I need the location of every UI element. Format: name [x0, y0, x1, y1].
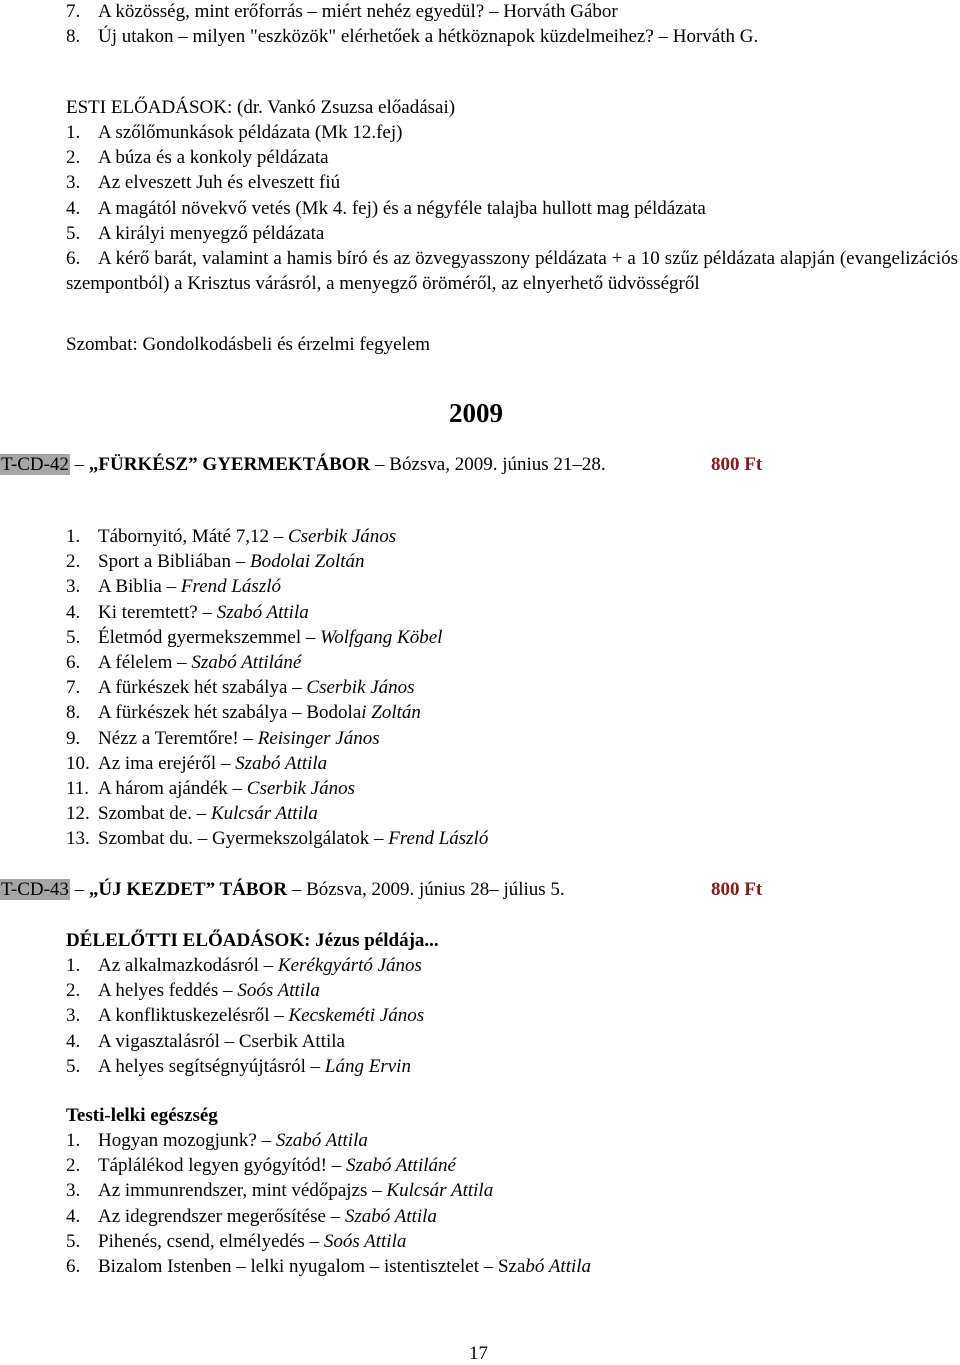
item-author: Cserbik János	[287, 526, 397, 547]
item-text: Az immunrendszer, mint védőpajzs –	[98, 1180, 387, 1202]
item-text: Tábornyitó, Máté 7,12 –	[98, 526, 288, 547]
item-text: A helyes feddés –	[98, 980, 238, 1002]
item-number: 5.	[66, 626, 81, 648]
list-item	[66, 1180, 493, 1202]
item-text: A közösség, mint erőforrás – miért nehéz egyedül? – Horváth Gábor	[98, 1, 618, 22]
item-text: Sport a Bibliában –	[98, 551, 250, 573]
list-item	[66, 1, 618, 23]
list-item	[66, 652, 301, 674]
list-item	[66, 602, 309, 624]
item-author: Soós Attila	[237, 980, 320, 1002]
camp-title: „FÜRKÉSZ” GYERMEKTÁBOR	[88, 454, 371, 475]
item-number: 3.	[66, 1005, 81, 1027]
item-author: Szabó Attiláné	[346, 1155, 456, 1177]
catalog-code: T-CD-43	[1, 879, 69, 900]
list-item	[66, 677, 415, 699]
catalog-entry-cd43	[0, 879, 565, 901]
item-number: 3.	[66, 1180, 81, 1202]
list-item	[66, 172, 340, 194]
section-heading-delelotti: DÉLELŐTTI ELŐADÁSOK: Jézus példája...	[66, 930, 439, 951]
list-item	[66, 627, 442, 649]
list-item	[66, 803, 318, 825]
item-text: A kérő barát, valamint a hamis bíró és az özvegyasszony példázata + a 10 szűz példázata alapján (evangelizációs szempontból) a Krisztus várásról, a menyegző öröméről, az elnyerhető üdvösségről	[66, 248, 958, 294]
item-number: 3.	[66, 172, 81, 193]
item-number: 4.	[66, 1205, 81, 1227]
list-item	[66, 778, 355, 800]
item-text: Életmód gyermekszemmel –	[98, 626, 321, 648]
list-item	[66, 1031, 345, 1053]
list-item	[66, 223, 324, 245]
item-author: Cserbik János	[306, 677, 415, 699]
list-item	[66, 526, 396, 548]
item-number: 4.	[66, 1030, 81, 1052]
item-text: A konfliktuskezelésről –	[98, 1005, 289, 1027]
item-author: Frend László	[388, 828, 489, 850]
item-author: Bodolai Zoltán	[249, 551, 365, 573]
item-text: A búza és a konkoly példázata	[98, 147, 329, 168]
item-number: 11.	[66, 778, 90, 799]
item-author: Wolfgang Köbel	[320, 626, 443, 648]
item-number: 1.	[66, 1130, 81, 1151]
item-number: 9.	[66, 727, 81, 749]
item-number: 4.	[66, 601, 81, 623]
price	[711, 454, 762, 476]
item-author: Szabó Attila	[275, 1130, 368, 1151]
saturday-note: Szombat: Gondolkodásbeli és érzelmi fegyelem	[66, 334, 431, 355]
camp-place-date: – Bózsva, 2009. június 28– július 5.	[287, 879, 565, 900]
section-heading-testi: Testi-lelki egészség	[66, 1105, 218, 1126]
catalog-code: T-CD-42	[1, 454, 69, 475]
list-item	[66, 702, 421, 724]
list-item	[66, 576, 281, 598]
item-author: Kulcsár Attila	[210, 803, 318, 825]
item-author: Kecskeméti János	[288, 1005, 425, 1027]
list-item	[66, 1130, 368, 1152]
item-text: Pihenés, csend, elmélyedés –	[98, 1230, 324, 1252]
item-text: Ki teremtett? –	[98, 601, 217, 623]
item-author: Szabó Attila	[235, 752, 328, 774]
list-item	[66, 753, 327, 775]
separator: –	[69, 454, 89, 475]
year-heading: 2009	[449, 398, 503, 428]
item-text: A fürkészek hét szabálya – Bodola	[98, 702, 362, 724]
item-number: 6.	[66, 248, 81, 269]
item-author: Cserbik János	[246, 778, 355, 799]
item-text: A magától növekvő vetés (Mk 4. fej) és a négyféle talajba hullott mag példázata	[98, 198, 706, 219]
item-number: 1.	[66, 526, 81, 547]
item-number: 13.	[66, 828, 90, 850]
item-author: Kerékgyártó János	[277, 955, 422, 976]
price-value: 800 Ft	[711, 879, 763, 900]
list-item	[66, 728, 380, 750]
item-author: i Zoltán	[361, 702, 421, 724]
item-number: 3.	[66, 576, 81, 598]
item-author: Frend László	[180, 576, 281, 598]
item-text: Új utakon – milyen "eszközök" elérhetőek a hétköznapok küzdelmeihez? – Horváth G.	[98, 26, 759, 47]
page-number: 17	[469, 1343, 488, 1364]
list-item	[66, 1256, 591, 1278]
list-item	[66, 980, 320, 1002]
section-heading-esti: ESTI ELŐADÁSOK: (dr. Vankó Zsuzsa előadásai)	[66, 97, 456, 118]
list-item	[66, 147, 329, 169]
list-item	[66, 828, 488, 850]
camp-place-date: – Bózsva, 2009. június 21–28.	[370, 454, 606, 475]
list-item	[66, 955, 422, 977]
item-text: A fürkészek hét szabálya –	[98, 677, 307, 699]
item-number: 7.	[66, 677, 81, 699]
item-text: A vigasztalásról – Cserbik Attila	[98, 1030, 345, 1052]
list-item	[66, 1056, 411, 1078]
catalog-entry-cd42	[0, 454, 606, 476]
item-author: Soós Attila	[323, 1230, 407, 1252]
list-item	[66, 551, 365, 573]
price-value: 800 Ft	[711, 454, 763, 475]
item-text: Az idegrendszer megerősítése –	[98, 1205, 345, 1227]
item-number: 2.	[66, 551, 81, 573]
item-text: Az elveszett Juh és elveszett fiú	[98, 172, 341, 193]
list-item	[66, 198, 706, 220]
item-text: A helyes segítségnyújtásról –	[98, 1055, 325, 1077]
list-item	[66, 1155, 456, 1177]
item-author: Kulcsár Attila	[386, 1180, 494, 1202]
item-number: 2.	[66, 147, 81, 168]
item-number: 8.	[66, 702, 81, 724]
item-text: Szombat du. – Gyermekszolgálatok –	[98, 828, 389, 850]
price	[711, 879, 762, 901]
item-number: 1.	[66, 122, 81, 143]
item-text: Táplálékod legyen gyógyítód! –	[98, 1155, 346, 1177]
item-number: 5.	[66, 1055, 81, 1077]
camp-title: „ÚJ KEZDET” TÁBOR	[88, 879, 288, 900]
item-number: 10.	[66, 752, 90, 774]
list-item	[66, 1005, 424, 1027]
item-author: Szabó Attila	[216, 601, 309, 623]
item-text: A szőlőmunkások példázata (Mk 12.fej)	[98, 122, 403, 143]
item-text: Nézz a Teremtőre! –	[98, 727, 258, 749]
item-number: 7.	[66, 1, 81, 22]
list-item	[66, 122, 402, 144]
item-text: A három ajándék –	[98, 778, 247, 799]
item-text: A Biblia –	[98, 576, 181, 598]
separator: –	[69, 879, 89, 900]
list-item	[66, 1206, 437, 1228]
item-number: 4.	[66, 198, 81, 219]
item-text: Bizalom Istenben – lelki nyugalom – istentisztelet – Sza	[98, 1256, 526, 1277]
item-number: 6.	[66, 1256, 81, 1277]
item-number: 2.	[66, 1155, 81, 1177]
item-number: 6.	[66, 652, 81, 673]
item-number: 2.	[66, 980, 81, 1002]
item-author: Reisinger János	[257, 727, 380, 749]
item-number: 12.	[66, 803, 90, 825]
item-text: A királyi menyegző példázata	[98, 223, 325, 244]
list-item-justified	[66, 246, 958, 296]
list-item	[66, 1231, 406, 1253]
item-text: Az alkalmazkodásról –	[98, 955, 278, 976]
item-text: Szombat de. –	[98, 803, 211, 825]
item-author: bó Attila	[525, 1256, 592, 1277]
item-text: A félelem –	[98, 652, 192, 673]
list-item	[66, 26, 758, 48]
item-number: 1.	[66, 955, 81, 976]
item-author: Szabó Attila	[344, 1205, 437, 1227]
item-number: 8.	[66, 26, 81, 47]
item-number: 5.	[66, 223, 81, 244]
item-text: Az ima erejéről –	[98, 752, 236, 774]
item-author: Láng Ervin	[324, 1055, 411, 1077]
item-text: Hogyan mozogjunk? –	[98, 1130, 276, 1151]
item-number: 5.	[66, 1230, 81, 1252]
item-author: Szabó Attiláné	[191, 652, 302, 673]
